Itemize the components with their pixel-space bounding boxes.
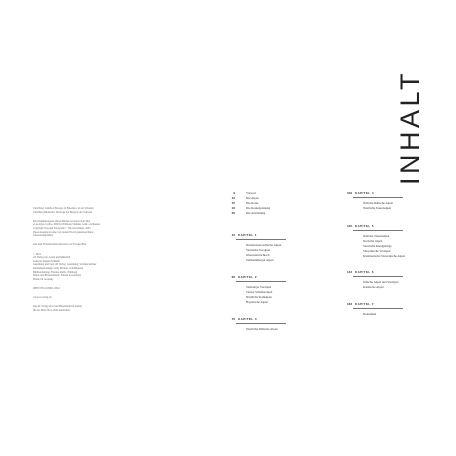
copyright-line: Der AT Verlag wird vom Bundesamt für Kultur [33, 305, 82, 309]
toc-subentry: Oberösterreichisch [246, 253, 270, 257]
copyright-line: Druck und Bindearbeiten: Printed in Germany [33, 274, 82, 278]
copyright-line: Aus dem Französischen übersetzt von Yvonne Beat [33, 243, 87, 247]
toc-entry-label: Die Ausrüstung [246, 211, 266, 215]
toc-page-number: 20 [231, 211, 235, 215]
toc-subentry: Salzkammergut Alpen [246, 258, 274, 262]
copyright-line: Die Originalausgabe dieses Buches ist zuerst dem Titel [33, 219, 91, 223]
toc-page-number: 125 [346, 224, 352, 228]
toc-page-number: 16 [231, 206, 235, 210]
toc-page-number: 66 [231, 275, 235, 279]
toc-subentry: Julische Alpen und Voralpen [363, 280, 399, 284]
toc-subentry: Tiroler Schieferalpen [246, 290, 273, 294]
chapter-divider [236, 281, 286, 282]
toc-chapter-title: KAPITEL 3 [238, 317, 257, 321]
copyright-line: »Les Alpes à vélo« 2000 bei Editions Slatkine, Genf, erschienen. [33, 223, 101, 227]
copyright-line: Bildbearbeitung: Thomas Ruffo, Nürnberg [33, 270, 78, 274]
toc-page-number: 143 [346, 270, 352, 274]
copyright-block [33, 207, 133, 318]
toc-subentry: Kärntnerische Slowenische Alpen [363, 254, 405, 258]
toc-chapter-title: KAPITEL 4 [355, 191, 374, 195]
toc-subentry: Westliche Rätische Alpen [246, 327, 278, 331]
toc-entry-label: Vorwort [246, 191, 257, 195]
chapter-divider [353, 230, 403, 231]
toc-chapter-title: KAPITEL 5 [355, 224, 374, 228]
toc-subentry: Dolomiten [363, 312, 377, 316]
chapter-divider [236, 239, 286, 240]
copyright-block-cover [33, 207, 133, 214]
copyright-line: für die Jahre 2021–2024 unterstützt. [33, 308, 71, 312]
copyright-line: ISBN 978-3-03902-199-0 [33, 286, 60, 290]
copyright-block-translation [33, 243, 133, 247]
toc-entry-label: Die Alpen [246, 196, 259, 200]
copyright-block-funding [33, 305, 133, 312]
copyright-line: Copyright Text und Fotografie © Nicolas Dubuis, 2005 [33, 226, 91, 230]
toc-subentry: Östliche Tauernalpen [363, 234, 390, 238]
toc-subentry: Steirische Randgebirge [363, 244, 392, 248]
toc-entry-label: Die Routenplanung [246, 206, 271, 210]
toc-chapter-title: KAPITEL 2 [238, 275, 257, 279]
toc-subentry: Bayerische Alpen [246, 300, 268, 304]
toc-page-number: 15 [231, 201, 235, 205]
copyright-line: Printed in Germany [33, 277, 54, 281]
toc-page-number: 42 [231, 233, 235, 237]
copyright-block-isbn [33, 287, 133, 291]
copyright-line: Umschlag: Gianluca Borrego di Emeziero, in der Schweiz; [33, 207, 95, 210]
copyright-line: Umschlag Rückseite: Dorwege der Berge in der Schweiz [33, 210, 93, 214]
toc-subentry: Nördliche Kalkalpen [246, 295, 272, 299]
toc-subentry: Niederösterreichische Alpen [246, 243, 282, 247]
chapter-divider [353, 197, 403, 198]
toc-chapter-title: KAPITEL 6 [355, 270, 374, 274]
toc-subentry: Salzburger Voralpen [246, 285, 272, 289]
copyright-block-publisher [33, 253, 133, 282]
copyright-line: Gestaltung und Satz: AT Verlag, Gestaltung: Stefanie Kellner [33, 263, 97, 267]
toc-chapter-title: KAPITEL 1 [238, 233, 257, 237]
toc-chapter-title: KAPITEL 7 [355, 302, 374, 306]
toc-subentry: Westliche Tauernalpen [363, 206, 392, 210]
toc-page-number: 76 [231, 317, 235, 321]
copyright-line: Kartenbearbeitung: Gaby Holmes, Schaffhausen [33, 266, 84, 270]
copyright-block-original [33, 220, 133, 238]
toc-entry-label: Die Route [246, 201, 259, 205]
copyright-line: www.at-verlag.ch [33, 296, 52, 300]
copyright-line: © 2023 [33, 252, 41, 256]
toc-page-number: 10 [231, 196, 235, 200]
copyright-line: Übersetzungsfahne [33, 234, 53, 238]
chapter-divider [353, 276, 403, 277]
copyright-line: Lektorat: Regina Schmidt [33, 259, 60, 263]
chapter-divider [353, 308, 403, 309]
toc-subentry: Steirische Voralpen [246, 248, 271, 252]
copyright-block-web [33, 296, 133, 300]
toc-subentry: Karnische Alpen [363, 285, 384, 289]
toc-subentry: Östliche Rätische Alpen [363, 201, 393, 205]
toc-subentry: Slowenische Voralpen [363, 249, 391, 253]
page-title: INHALT [395, 69, 425, 185]
copyright-line: Diese Ausgabe ist eine von Gianni Portal gekennzeichnete [33, 230, 94, 234]
toc-page-number: 109 [346, 191, 352, 195]
toc-page-number: 9 [233, 191, 235, 195]
chapter-divider [236, 323, 286, 324]
toc-page-number: 163 [346, 302, 352, 306]
copyright-line: AT Verlag AG, Aarau und München [33, 256, 71, 260]
toc-subentry: Norische Alpen [363, 239, 383, 243]
